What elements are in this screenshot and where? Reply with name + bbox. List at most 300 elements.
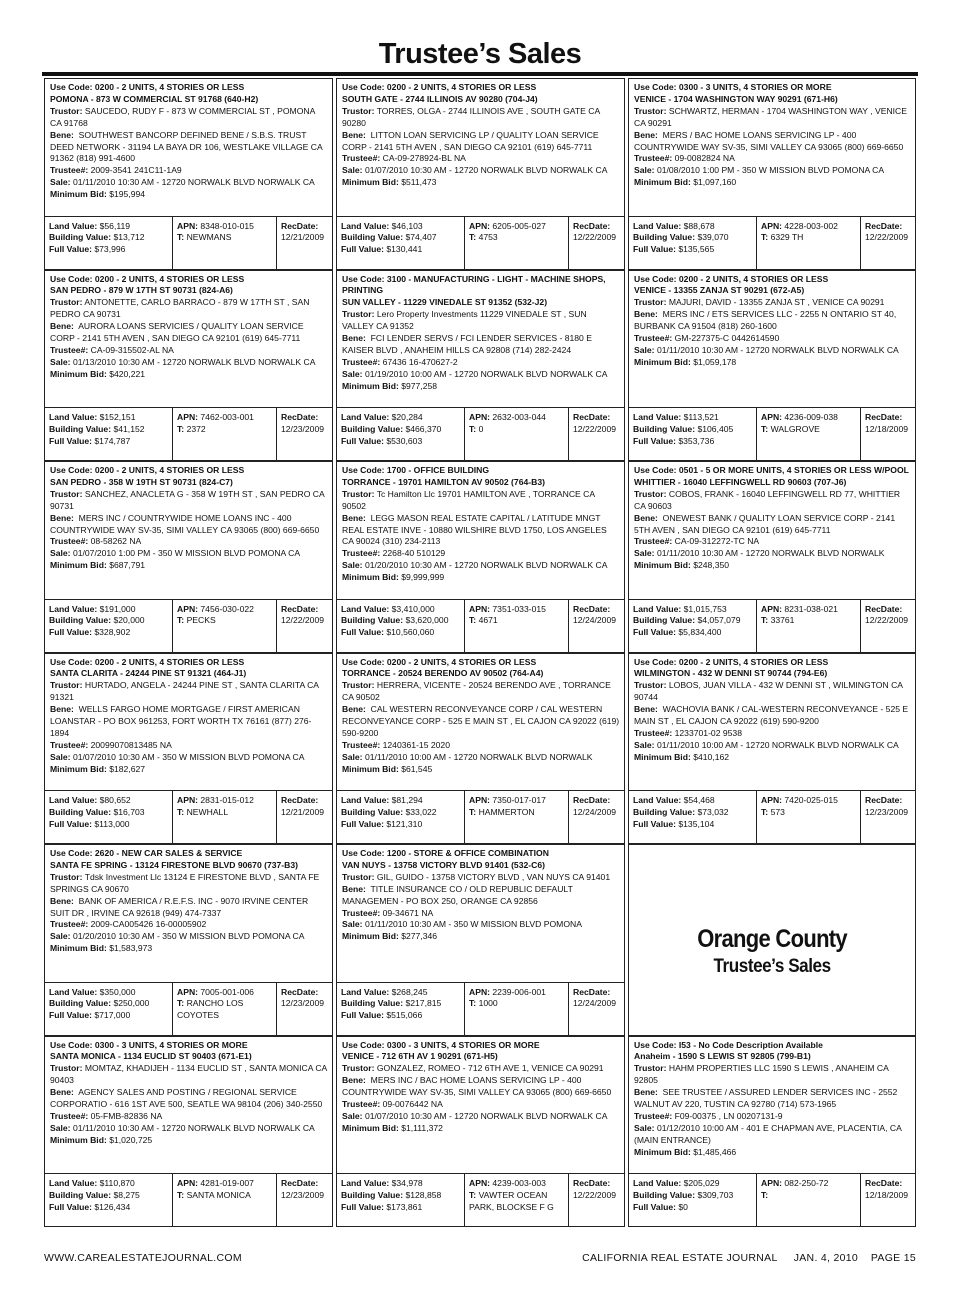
land-value-label: Land Value: (633, 220, 682, 231)
full-value-label: Full Value: (49, 818, 92, 829)
min-bid-value: $182,627 (109, 763, 146, 774)
min-bid-value: $687,791 (109, 560, 146, 571)
tract-label: T: (177, 998, 185, 1009)
building-value-label: Building Value: (341, 232, 404, 243)
trustor-label: Trustor: (342, 871, 375, 882)
use-code: Use Code: 0300 - 3 UNITS, 4 STORIES OR MORE (50, 1039, 248, 1050)
land-value: $268,245 (391, 986, 428, 997)
trustor-value: TORRES, OLGA - 2744 ILLINOIS AVE , SOUTH GATE CA 90280 (342, 105, 600, 128)
bene-label: Bene: (342, 333, 366, 344)
trustor-label: Trustor: (342, 1063, 375, 1074)
building-value: $8,275 (113, 1189, 140, 1200)
bene-label: Bene: (50, 1087, 74, 1098)
apn-value: 2831-015-012 (200, 795, 254, 805)
bene-label: Bene: (342, 883, 366, 894)
tract-label: T: (761, 232, 769, 243)
land-value: $1,015,753 (683, 603, 727, 614)
trustee-label: Trustee#: (50, 739, 89, 750)
recdate-value: 12/21/2009 (281, 806, 325, 817)
listing-card (44, 844, 333, 1036)
building-value: $20,000 (113, 615, 145, 626)
land-value: $152,151 (99, 412, 136, 422)
listing-values (337, 982, 624, 1035)
recdate-col (568, 983, 624, 1035)
min-bid-label: Minimum Bid: (634, 560, 691, 571)
trustee-value: 1233701-02 9538 (674, 727, 742, 738)
min-bid-label: Minimum Bid: (342, 1122, 399, 1133)
apn-value: 082-250-72 (784, 1178, 829, 1188)
trustor-label: Trustor: (634, 680, 667, 691)
use-code: Use Code: 0200 - 2 UNITS, 4 STORIES OR LESS (634, 273, 829, 284)
building-value: $16,703 (113, 806, 145, 817)
full-value: $353,736 (678, 435, 715, 446)
min-bid-label: Minimum Bid: (634, 751, 691, 762)
full-value-label: Full Value: (341, 1201, 384, 1212)
trustee-value: 2009-3541 241C11-1A9 (90, 165, 182, 176)
apn-label: APN: (177, 603, 199, 614)
sale-value: 01/11/2010 10:00 AM - 12720 NORWALK BLVD NORWALK CA (656, 739, 899, 750)
bene-value: SEE TRUSTEE / ASSURED LENDER SERVICES INC - 2552 WALNUT AV 220, TUSTIN CA 92780 (714) 573-1965 (634, 1087, 898, 1110)
land-value-label: Land Value: (341, 220, 390, 231)
recdate-col (860, 1174, 915, 1226)
full-value: $0 (678, 1201, 688, 1212)
building-value: $106,405 (697, 423, 734, 434)
bene-label: Bene: (50, 895, 74, 906)
use-code: Use Code: 0200 - 2 UNITS, 4 STORIES OR LESS (50, 465, 245, 475)
full-value-label: Full Value: (633, 818, 676, 829)
sale-label: Sale: (50, 751, 71, 762)
recdate-value: 12/21/2009 (281, 232, 325, 243)
bene-label: Bene: (634, 512, 658, 523)
tract-value: 33761 (770, 615, 795, 626)
recdate-col (860, 217, 915, 269)
apn-value: 4281-019-007 (200, 1178, 254, 1188)
bene-value: TITLE INSURANCE CO / OLD REPUBLIC DEFAULT MANAGEMEN - PO BOX 250, ORANGE CA 92856 (342, 883, 573, 906)
footer-publication-info (582, 1252, 916, 1264)
property-address: SAN PEDRO - 358 W 19TH ST 90731 (824-C7) (50, 476, 233, 487)
full-value: $10,560,060 (386, 627, 435, 638)
property-address: TORRANCE - 19701 HAMILTON AV 90502 (764-B3) (342, 476, 545, 487)
recdate-label: RecDate: (281, 220, 319, 231)
use-code: Use Code: 0200 - 2 UNITS, 4 STORIES OR LESS (634, 656, 829, 667)
listing-card (336, 653, 625, 845)
promo-title: Orange County (697, 925, 847, 954)
land-value: $20,284 (391, 412, 423, 422)
apn-label: APN: (761, 412, 783, 422)
full-value: $328,902 (94, 627, 131, 638)
listing-values (45, 407, 332, 460)
recdate-col (276, 408, 332, 460)
land-value: $54,468 (683, 795, 715, 805)
listing-card (628, 270, 916, 462)
property-address: SANTA FE SPRING - 13124 FIRESTONE BLVD 90670 (737-B3) (50, 859, 299, 870)
trustee-label: Trustee#: (342, 548, 381, 559)
values-col (45, 1174, 172, 1226)
listing-details (629, 654, 915, 791)
values-col (629, 217, 756, 269)
sale-value: 01/11/2010 10:30 AM - 12720 NORWALK BLVD NORWALK CA (72, 177, 315, 188)
listing-card (628, 1036, 916, 1228)
apn-value: 4239-003-003 (492, 1178, 546, 1188)
use-code: Use Code: 1700 - OFFICE BUILDING (342, 465, 490, 475)
trustor-value: GIL, GUIDO - 13758 VICTORY BLVD , VAN NUYS CA 91401 (376, 871, 611, 882)
land-value-label: Land Value: (49, 1178, 98, 1188)
min-bid-value: $9,999,999 (401, 572, 445, 583)
sale-label: Sale: (634, 739, 655, 750)
trustor-value: SANCHEZ, ANACLETA G - 358 W 19TH ST , SAN PEDRO CA 90731 (50, 488, 325, 511)
full-value-label: Full Value: (341, 435, 384, 446)
listing-values (629, 790, 915, 843)
trustee-value: 05-FMB-82836 NA (90, 1110, 163, 1121)
listing-values (337, 407, 624, 460)
min-bid-label: Minimum Bid: (50, 1134, 107, 1145)
tract-value: 4671 (478, 615, 498, 626)
sale-label: Sale: (342, 751, 363, 762)
min-bid-label: Minimum Bid: (342, 763, 399, 774)
apn-value: 8348-010-015 (200, 220, 254, 231)
full-value: $73,996 (94, 244, 126, 255)
recdate-col (276, 983, 332, 1035)
use-code: Use Code: 2620 - NEW CAR SALES & SERVICE (50, 848, 243, 858)
tract-value: NEWMANS (186, 232, 232, 243)
tract-label: T: (177, 615, 185, 626)
values-col (629, 408, 756, 460)
tract-value: 1000 (478, 998, 498, 1009)
tract-value: HAMMERTON (478, 806, 535, 817)
apn-col (172, 983, 276, 1035)
full-value: $530,603 (386, 435, 423, 446)
use-code: Use Code: 0200 - 2 UNITS, 4 STORIES OR LESS (342, 656, 537, 667)
trustor-label: Trustor: (634, 105, 667, 116)
listing-details (45, 1037, 332, 1174)
apn-label: APN: (177, 220, 199, 231)
full-value-label: Full Value: (341, 627, 384, 638)
values-col (45, 408, 172, 460)
listing-details (337, 79, 624, 216)
apn-col (756, 408, 860, 460)
building-value: $309,703 (697, 1189, 734, 1200)
use-code: Use Code: 0200 - 2 UNITS, 4 STORIES OR LESS (50, 82, 245, 92)
bene-value: FCI LENDER SERVS / FCI LENDER SERVICES - 8180 E KAISER BLVD , ANAHEIM HILLS CA 92808 (714) 282-2424 (342, 333, 592, 355)
min-bid-value: $1,097,160 (693, 177, 737, 188)
recdate-label: RecDate: (865, 603, 903, 614)
min-bid-value: $410,162 (693, 751, 730, 762)
sale-label: Sale: (50, 931, 71, 942)
land-value: $3,410,000 (391, 603, 435, 614)
values-col (337, 217, 464, 269)
apn-col (756, 791, 860, 843)
listing-card (336, 270, 625, 462)
tract-value: WALGROVE (770, 423, 820, 434)
recdate-value: 12/22/2009 (573, 423, 617, 434)
apn-col (172, 1174, 276, 1226)
recdate-label: RecDate: (281, 1178, 319, 1188)
use-code: Use Code: 0300 - 3 UNITS, 4 STORIES OR MORE (342, 1039, 540, 1050)
apn-label: APN: (469, 220, 491, 231)
apn-col (464, 217, 568, 269)
orange-county-promo (628, 844, 916, 1036)
sale-value: 01/07/2010 1:00 PM - 350 W MISSION BLVD POMONA CA (72, 548, 301, 559)
tract-label: T: (177, 423, 185, 434)
land-value-label: Land Value: (341, 986, 390, 997)
property-address: VAN NUYS - 13758 VICTORY BLVD 91401 (532-C6) (342, 859, 545, 870)
trustor-value: Tc Hamilton Llc 19701 HAMILTON AVE , TORRANCE CA 90502 (342, 488, 595, 511)
values-col (337, 983, 464, 1035)
bene-value: WELLS FARGO HOME MORTGAGE / FIRST AMERICAN LOANSTAR - PO BOX 961253, FORT WORTH TX 76161 (877) 276-1894 (50, 704, 312, 738)
sale-value: 01/19/2010 10:00 AM - 12720 NORWALK BLVD NORWALK CA (364, 368, 608, 379)
building-value: $33,022 (405, 806, 437, 817)
land-value-label: Land Value: (341, 412, 390, 422)
building-value-label: Building Value: (49, 423, 112, 434)
trustor-label: Trustor: (50, 680, 83, 691)
recdate-col (276, 1174, 332, 1226)
apn-value: 6205-005-027 (492, 220, 546, 231)
trustor-value: ANTONETTE, CARLO BARRACO - 879 W 17TH ST , SAN PEDRO CA 90731 (50, 297, 310, 320)
apn-label: APN: (177, 986, 199, 997)
promo-subtitle: Trustee’s Sales (713, 956, 831, 978)
values-col (629, 1174, 756, 1226)
full-value: $135,104 (678, 818, 715, 829)
tract-label: T: (469, 1189, 477, 1200)
tract-value: NEWHALL (186, 806, 229, 817)
tract-label: T: (761, 1189, 769, 1200)
listing-card (44, 270, 333, 462)
listing-details (337, 845, 624, 982)
trustor-label: Trustor: (50, 488, 83, 499)
property-address: Anaheim - 1590 S LEWIS ST 92805 (799-B1) (634, 1051, 811, 1062)
bene-label: Bene: (50, 129, 74, 140)
trustee-label: Trustee#: (50, 165, 89, 176)
bene-value: LEGG MASON REAL ESTATE CAPITAL / LATITUDE MNGT REAL ESTATE INVE - 10880 WILSHIRE BLVD 1750, LOS ANGELES CA 90024 (310) 234-2113 (342, 512, 607, 547)
full-value-label: Full Value: (341, 1010, 384, 1021)
trustee-value: 2268-40 510129 (382, 548, 446, 559)
apn-value: 7005-001-006 (200, 986, 254, 997)
min-bid-value: $511,473 (401, 177, 437, 188)
trustee-value: 20099070813485 NA (90, 739, 172, 750)
tract-label: T: (761, 806, 769, 817)
tract-value: 6329 TH (770, 232, 804, 243)
sale-label: Sale: (50, 1122, 71, 1133)
full-value-label: Full Value: (633, 1201, 676, 1212)
building-value: $13,712 (113, 232, 145, 243)
tract-value: 2372 (186, 423, 206, 434)
trustee-label: Trustee#: (50, 344, 89, 355)
sale-label: Sale: (50, 177, 71, 188)
min-bid-label: Minimum Bid: (50, 943, 107, 954)
use-code: Use Code: 3100 - MANUFACTURING - LIGHT - MACHINE SHOPS, PRINTING (342, 273, 606, 296)
tract-value: 4753 (478, 232, 498, 243)
recdate-label: RecDate: (573, 412, 611, 422)
building-value-label: Building Value: (341, 998, 404, 1009)
bene-label: Bene: (634, 704, 658, 715)
property-address: SANTA CLARITA - 24244 PINE ST 91321 (464-J1) (50, 668, 247, 679)
trustee-label: Trustee#: (342, 1099, 381, 1110)
bene-value: BANK OF AMERICA / R.E.F.S. INC - 9070 IRVINE CENTER SUIT DR , IRVINE CA 92618 (949) 474-7337 (50, 895, 309, 918)
full-value-label: Full Value: (633, 435, 676, 446)
trustee-value: F09-00375 , LN 00207131-9 (674, 1110, 783, 1121)
sale-value: 01/07/2010 10:30 AM - 12720 NORWALK BLVD NORWALK CA (364, 165, 608, 176)
full-value-label: Full Value: (49, 1201, 92, 1212)
listing-details (629, 271, 915, 408)
recdate-col (276, 217, 332, 269)
apn-col (464, 600, 568, 652)
use-code: Use Code: 0200 - 2 UNITS, 4 STORIES OR LESS (342, 82, 537, 92)
use-code: Use Code: 0501 - 5 OR MORE UNITS, 4 STORIES OR LESS W/POOL (634, 465, 909, 475)
recdate-col (568, 217, 624, 269)
full-value-label: Full Value: (633, 244, 676, 255)
sale-value: 01/08/2010 1:00 PM - 350 W MISSION BLVD POMONA CA (656, 165, 885, 176)
listing-values (337, 216, 624, 269)
min-bid-label: Minimum Bid: (50, 189, 107, 200)
trustor-label: Trustor: (634, 297, 667, 308)
apn-value: 7420-025-015 (784, 795, 838, 805)
trustee-label: Trustee#: (50, 919, 89, 930)
listing-details (337, 654, 624, 791)
building-value-label: Building Value: (49, 615, 112, 626)
building-value: $250,000 (113, 998, 150, 1009)
apn-value: 7350-017-017 (492, 795, 546, 805)
min-bid-value: $977,258 (401, 380, 438, 391)
listing-details (45, 462, 332, 599)
property-address: VENICE - 1704 WASHINGTON WAY 90291 (671-H6) (634, 93, 838, 104)
listing-details (45, 845, 332, 982)
full-value-label: Full Value: (49, 627, 92, 638)
apn-col (756, 217, 860, 269)
building-value-label: Building Value: (341, 615, 404, 626)
recdate-value: 12/24/2009 (573, 615, 617, 626)
recdate-label: RecDate: (865, 412, 903, 422)
listing-details (337, 462, 624, 599)
min-bid-label: Minimum Bid: (50, 368, 107, 379)
property-address: WHITTIER - 16040 LEFFINGWELL RD 90603 (707-J6) (634, 476, 847, 487)
recdate-value: 12/24/2009 (573, 806, 617, 817)
full-value: $717,000 (94, 1010, 131, 1021)
building-value: $128,858 (405, 1189, 442, 1200)
trustor-label: Trustor: (50, 297, 83, 308)
property-address: VENICE - 13355 ZANJA ST 90291 (672-A5) (634, 285, 805, 296)
apn-label: APN: (469, 603, 491, 614)
trustee-label: Trustee#: (634, 1110, 673, 1121)
use-code: Use Code: 1200 - STORE & OFFICE COMBINATION (342, 848, 549, 858)
sale-value: 01/11/2010 10:00 AM - 12720 NORWALK BLVD NORWALK (364, 751, 593, 762)
listing-card (44, 461, 333, 653)
land-value: $110,870 (99, 1178, 135, 1188)
tract-label: T: (469, 806, 477, 817)
page-title: Trustee’s Sales (378, 38, 582, 70)
trustee-label: Trustee#: (50, 1110, 89, 1121)
use-code: Use Code: 0200 - 2 UNITS, 4 STORIES OR LESS (50, 273, 245, 284)
use-code: Use Code: 0300 - 3 UNITS, 4 STORIES OR MORE (634, 82, 832, 92)
apn-label: APN: (761, 220, 783, 231)
tract-label: T: (469, 423, 477, 434)
min-bid-value: $1,583,973 (109, 943, 153, 954)
trustor-value: LOBOS, JUAN VILLA - 432 W DENNI ST , WILMINGTON CA 90744 (634, 680, 903, 703)
full-value-label: Full Value: (49, 1010, 92, 1021)
land-value-label: Land Value: (633, 603, 682, 614)
apn-value: 8231-038-021 (784, 603, 838, 614)
listing-details (45, 654, 332, 791)
trustor-value: HURTADO, ANGELA - 24244 PINE ST , SANTA CLARITA CA 91321 (50, 680, 319, 703)
apn-col (756, 1174, 860, 1226)
min-bid-label: Minimum Bid: (634, 1146, 691, 1157)
recdate-col (860, 791, 915, 843)
apn-label: APN: (177, 1178, 199, 1188)
recdate-label: RecDate: (865, 795, 903, 805)
bene-label: Bene: (342, 1075, 366, 1086)
full-value-label: Full Value: (341, 818, 384, 829)
tract-label: T: (761, 423, 769, 434)
min-bid-label: Minimum Bid: (342, 177, 399, 188)
recdate-value: 12/18/2009 (865, 423, 909, 434)
apn-col (172, 408, 276, 460)
full-value: $173,861 (386, 1201, 423, 1212)
trustor-value: SAUCEDO, RUDY F - 873 W COMMERCIAL ST , POMONA CA 91768 (50, 105, 315, 128)
apn-label: APN: (469, 1178, 491, 1188)
land-value: $56,119 (99, 220, 131, 231)
sale-value: 01/12/2010 10:00 AM - 401 E CHAPMAN AVE, PLACENTIA, CA (MAIN ENTRANCE) (634, 1122, 902, 1145)
sale-label: Sale: (634, 344, 655, 355)
building-value-label: Building Value: (633, 806, 696, 817)
building-value-label: Building Value: (341, 423, 404, 434)
bene-value: CAL WESTERN RECONVEYANCE CORP / CAL WESTERN RECONVEYANCE CORP - 525 E MAIN ST , EL CAJON CA 92022 (619) 590-9200 (342, 704, 620, 738)
bene-value: WACHOVIA BANK / CAL-WESTERN RECONVEYANCE - 525 E MAIN ST , EL CAJON CA 92022 (619) 590-9200 (634, 704, 909, 727)
sale-value: 01/11/2010 10:30 AM - 12720 NORWALK BLVD NORWALK CA (656, 344, 899, 355)
bene-value: MERS INC / BAC HOME LOANS SERVICING LP - 400 COUNTRYWIDE WAY SV-35, SIMI VALLEY CA 93065 (800) 669-6650 (342, 1075, 612, 1098)
min-bid-label: Minimum Bid: (634, 356, 691, 367)
trustor-value: HAHM PROPERTIES LLC 1590 S LEWIS , ANAHEIM CA 92805 (634, 1063, 889, 1086)
sale-value: 01/07/2010 10:30 AM - 12720 NORWALK BLVD NORWALK CA (364, 1110, 608, 1121)
apn-col (756, 600, 860, 652)
apn-col (172, 791, 276, 843)
full-value: $135,565 (678, 244, 715, 255)
building-value: $73,032 (697, 806, 729, 817)
apn-label: APN: (761, 1178, 783, 1188)
listing-details (629, 79, 915, 216)
recdate-value: 12/22/2009 (573, 1189, 617, 1200)
listing-card (44, 653, 333, 845)
tract-value: RANCHO LOS COYOTES (177, 998, 244, 1021)
values-col (337, 600, 464, 652)
trustee-label: Trustee#: (634, 536, 673, 547)
trustee-value: GM-227375-C 0442614590 (674, 333, 780, 344)
sale-label: Sale: (342, 165, 363, 176)
recdate-col (568, 408, 624, 460)
apn-value: 2632-003-044 (492, 412, 546, 422)
building-value-label: Building Value: (49, 806, 112, 817)
trustee-value: CA-09-312272-TC NA (674, 536, 760, 547)
trustee-value: 09-34671 NA (382, 907, 434, 918)
listing-values (337, 790, 624, 843)
recdate-value: 12/24/2009 (573, 998, 617, 1009)
apn-col (464, 1174, 568, 1226)
listing-values (45, 1173, 332, 1226)
recdate-col (276, 600, 332, 652)
values-col (45, 600, 172, 652)
listing-values (629, 407, 915, 460)
sale-label: Sale: (50, 548, 71, 559)
sale-value: 01/07/2010 10:30 AM - 350 W MISSION BLVD POMONA CA (72, 751, 305, 762)
building-value-label: Building Value: (49, 232, 112, 243)
sale-value: 01/11/2010 10:30 AM - 350 W MISSION BLVD POMONA (364, 919, 582, 930)
land-value: $205,029 (683, 1178, 720, 1188)
building-value-label: Building Value: (633, 615, 696, 626)
tract-label: T: (469, 998, 477, 1009)
apn-label: APN: (761, 603, 783, 614)
building-value: $3,620,000 (405, 615, 449, 626)
trustee-label: Trustee#: (342, 907, 381, 918)
recdate-label: RecDate: (865, 1178, 903, 1188)
min-bid-label: Minimum Bid: (634, 177, 691, 188)
